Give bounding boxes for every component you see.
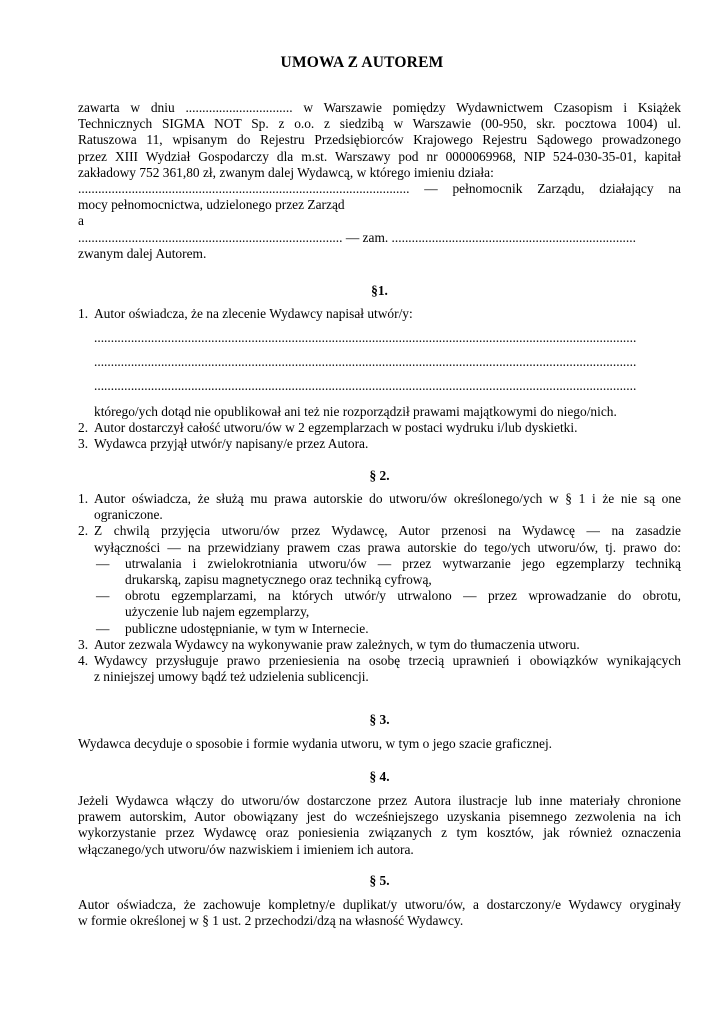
intro-line: zakładowy 752 361,80 zł, zwanym dalej Wydawcą, w którego imieniu działa:	[78, 164, 494, 180]
section-3-text	[78, 736, 681, 752]
intro-line: ................................................................................................... — pełnomocnik Zarządu, działający na	[78, 181, 681, 197]
item-number: 2.	[78, 523, 89, 539]
item-text: Wydawcy przysługuje prawo przeniesienia na osobę trzecią uprawnień i obowiązków wynikających	[94, 653, 681, 669]
section-2-list	[78, 491, 681, 685]
intro-line: ............................................................................... — zam. .........................................................................	[78, 229, 636, 245]
intro-line: Technicznych SIGMA NOT Sp. z o.o. z siedzibą w Warszawie (00-950, skr. pocztowa 1004) ul.	[78, 116, 681, 132]
sub-list-item	[78, 621, 681, 637]
item-text: Autor oświadcza, że służą mu prawa autorskie do utworu/ów określonego/ych w § 1 i że nie są one	[94, 491, 681, 506]
list-item	[78, 523, 681, 555]
dash-bullet: —	[96, 555, 110, 571]
section-3-heading: § 3.	[369, 712, 390, 727]
work-title-lines	[94, 330, 681, 402]
item-text: z niniejszej umowy bądź też udzielenia sublicencji.	[94, 669, 369, 685]
blank-line: ..................................................................................................................................................................	[94, 330, 637, 345]
item-text: Autor oświadcza, że na zlecenie Wydawcy napisał utwór/y:	[94, 306, 413, 321]
sub-list-item	[78, 556, 681, 588]
section-1-heading: §1.	[371, 283, 388, 298]
document-title: UMOWA Z AUTOREM	[280, 54, 444, 71]
paragraph-line: prawem autorskim, Autor obowiązany jest do wcześniejszego uzyskania pisemnego zezwolenia na ich	[78, 809, 681, 825]
sub-item-text: drukarską, zapisu magnetycznego oraz techniką cyfrową,	[125, 572, 432, 588]
intro-line: a	[78, 213, 84, 229]
item-number: 2.	[78, 420, 89, 436]
paragraph-line: w formie określonej w § 1 ust. 2 przechodzi/dzą na własność Wydawcy.	[78, 913, 464, 929]
item-text: którego/ych dotąd nie opublikował ani też nie rozporządził prawami majątkowymi do niego/nich.	[94, 404, 617, 419]
list-item	[78, 637, 681, 653]
dash-bullet: —	[96, 620, 110, 636]
item-number: 3.	[78, 436, 89, 452]
intro-line: zwanym dalej Autorem.	[78, 245, 207, 261]
paragraph-line: włączanego/ych utworu/ów nazwiskiem i imieniem ich autora.	[78, 841, 414, 857]
sub-item-text: utrwalania i zwielokrotniania utworu/ów — przez wytwarzanie jego egzemplarzy techniką	[125, 555, 681, 571]
item-number: 1.	[78, 491, 89, 506]
sub-item-text: obrotu egzemplarzami, na których utwór/y utrwalono — przez wprowadzanie do obrotu,	[125, 588, 681, 604]
paragraph-line: wykorzystanie przez Wydawcę oraz poniesienia związanych z tym kosztów, jak również oznaczenia	[78, 825, 681, 841]
list-item	[78, 491, 681, 523]
intro-line: mocy pełnomocnictwa, udzielonego przez Zarząd	[78, 197, 345, 213]
intro-paragraph	[78, 100, 681, 262]
list-item	[78, 404, 681, 420]
sub-item-text: użyczenie lub najem egzemplarzy,	[125, 604, 310, 620]
section-1-list-cont	[78, 404, 681, 453]
item-text: Wydawca przyjął utwór/y napisany/e przez Autora.	[94, 436, 369, 452]
blank-line: ..................................................................................................................................................................	[94, 378, 637, 393]
section-1-list	[78, 306, 681, 322]
list-item	[78, 436, 681, 452]
section-2-heading: § 2.	[369, 468, 390, 483]
item-text: Z chwilą przyjęcia utworu/ów przez Wydawcę, Autor przenosi na Wydawcę — na zasadzie	[94, 523, 681, 539]
blank-line: ..................................................................................................................................................................	[94, 354, 637, 369]
sub-item-text: publiczne udostępnianie, w tym w Internecie.	[125, 620, 369, 636]
list-item	[78, 306, 681, 322]
section-4-text	[78, 793, 681, 858]
sub-list-item	[78, 588, 681, 620]
item-text: Autor zezwala Wydawcy na wykonywanie praw zależnych, w tym do tłumaczenia utworu.	[94, 636, 580, 652]
section-5-text	[78, 897, 681, 929]
intro-line: zawarta w dniu ................................ w Warszawie pomiędzy Wydawnictwem Czasopism i Książek	[78, 100, 681, 115]
list-item	[78, 420, 681, 436]
intro-line: przez XIII Wydział Gospodarczy dla m.st. Warszawy pod nr 0000069968, NIP 524-030-35-01, kapitał	[78, 148, 681, 164]
list-item	[78, 653, 681, 685]
item-text: ograniczone.	[94, 507, 163, 523]
paragraph-line: Wydawca decyduje o sposobie i formie wydania utworu, w tym o jego szacie graficznej.	[78, 736, 553, 751]
paragraph-line: Autor oświadcza, że zachowuje kompletny/e duplikat/y utworu/ów, a dostarczony/e Wydawcy oryginały	[78, 897, 681, 912]
section-5-heading: § 5.	[369, 873, 390, 888]
dash-bullet: —	[96, 588, 110, 604]
item-number: 3.	[78, 636, 89, 652]
item-text: Autor dostarczył całość utworu/ów w 2 egzemplarzach w postaci wydruku i/lub dyskietki.	[94, 420, 578, 436]
paragraph-line: Jeżeli Wydawca włączy do utworu/ów dostarczone przez Autora ilustracje lub inne materiały chronione	[78, 793, 681, 808]
item-number: 1.	[78, 306, 89, 321]
intro-line: Ratuszowa 11, wpisanym do Rejestru Przedsiębiorców Krajowego Rejestru Sądowego prowadzonego	[78, 132, 681, 148]
item-text: wyłączności — na przewidziany prawem czas prawa autorskie do tego/ych utworu/ów, tj. prawo do:	[94, 539, 681, 555]
section-4-heading: § 4.	[369, 769, 390, 784]
item-number: 4.	[78, 653, 89, 669]
